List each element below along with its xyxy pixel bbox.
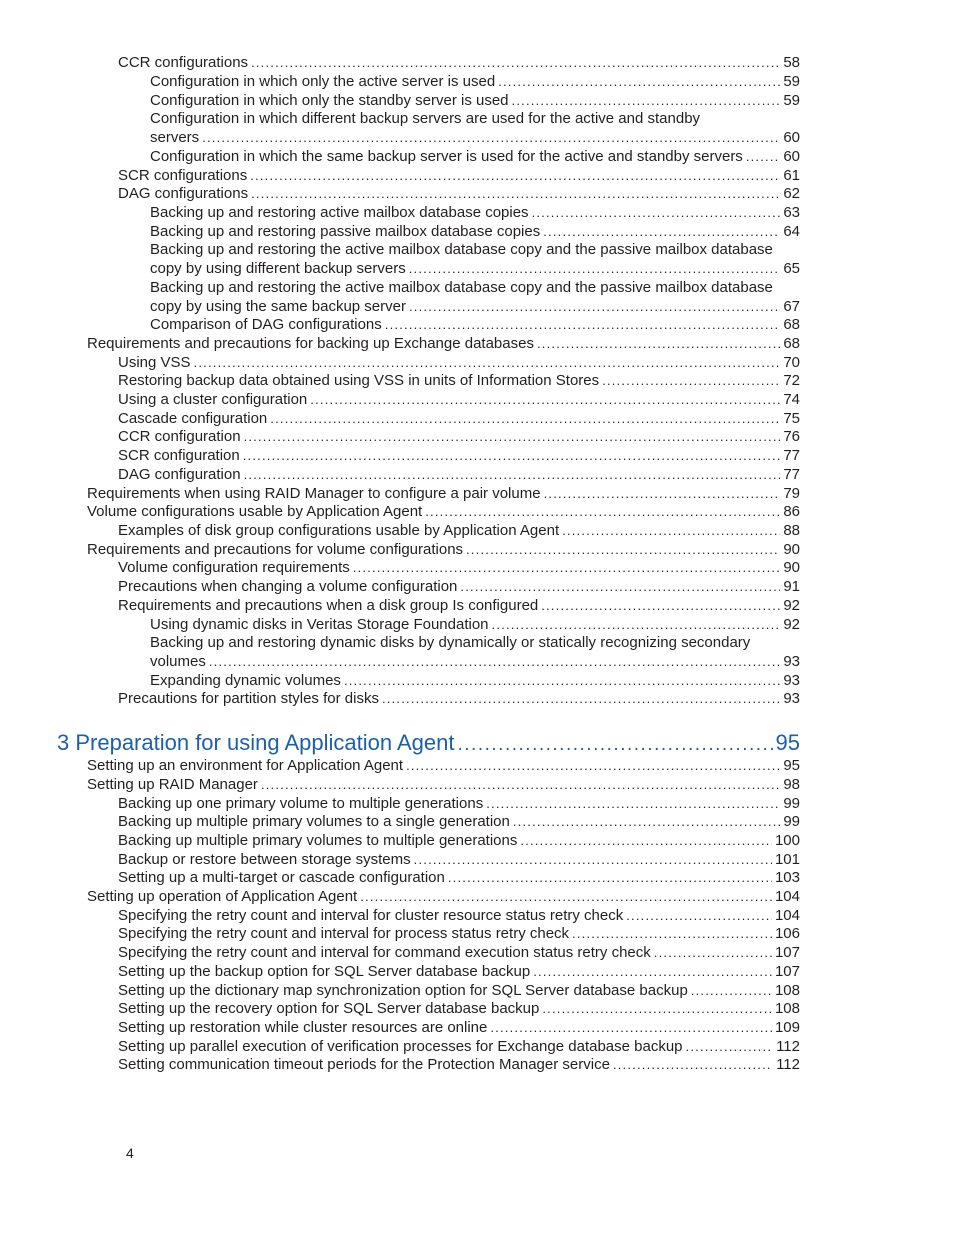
toc-entry[interactable] bbox=[118, 963, 800, 981]
toc-entry-title: Using VSS bbox=[118, 354, 191, 371]
toc-entry-page: 106 bbox=[774, 925, 800, 942]
toc-entry[interactable] bbox=[118, 1056, 800, 1074]
dot-leader bbox=[270, 410, 780, 428]
dot-leader bbox=[512, 92, 781, 110]
toc-entry-title: Backing up multiple primary volumes to a single generation bbox=[118, 813, 510, 830]
toc-entry[interactable] bbox=[118, 982, 800, 1000]
dot-leader bbox=[310, 391, 780, 409]
toc-entry-page: 91 bbox=[783, 578, 800, 595]
toc-entry[interactable] bbox=[150, 653, 800, 671]
dot-leader bbox=[541, 597, 780, 615]
dot-leader bbox=[544, 485, 781, 503]
toc-entry-title: CCR configuration bbox=[118, 428, 241, 445]
chapter-heading[interactable] bbox=[57, 730, 800, 758]
toc-entry-page: 95 bbox=[783, 757, 800, 774]
dot-leader bbox=[492, 616, 781, 634]
toc-entry-page: 58 bbox=[783, 54, 800, 71]
toc-entry[interactable] bbox=[87, 888, 800, 906]
toc-entry[interactable] bbox=[118, 832, 800, 850]
toc-entry-title: Backing up and restoring passive mailbox database copies bbox=[150, 223, 541, 240]
dot-leader bbox=[382, 690, 780, 708]
toc-entry-page: 103 bbox=[774, 869, 800, 886]
toc-entry[interactable] bbox=[150, 223, 800, 241]
toc-entry-page: 76 bbox=[783, 428, 800, 445]
dot-leader bbox=[562, 522, 780, 540]
toc-entry[interactable] bbox=[118, 559, 800, 577]
toc-entry-title: SCR configuration bbox=[118, 447, 240, 464]
toc-entry-page: 112 bbox=[776, 1056, 800, 1073]
dot-leader bbox=[406, 757, 780, 775]
toc-entry-page: 77 bbox=[783, 447, 800, 464]
dot-leader bbox=[613, 1056, 773, 1074]
page-number: 4 bbox=[126, 1145, 134, 1161]
dot-leader bbox=[654, 944, 772, 962]
dot-leader bbox=[202, 129, 780, 147]
toc-entry-page: 64 bbox=[783, 223, 800, 240]
toc-entry-title: Expanding dynamic volumes bbox=[150, 672, 341, 689]
toc-entry[interactable] bbox=[118, 944, 800, 962]
dot-leader bbox=[244, 466, 781, 484]
toc-entry[interactable] bbox=[150, 298, 800, 316]
toc-entry-page: 108 bbox=[774, 1000, 800, 1017]
dot-leader bbox=[409, 298, 780, 316]
toc-entry-title: copy by using different backup servers bbox=[150, 260, 406, 277]
toc-entry-title: Comparison of DAG configurations bbox=[150, 316, 382, 333]
dot-leader bbox=[572, 925, 772, 943]
toc-entry[interactable] bbox=[87, 776, 800, 794]
dot-leader bbox=[542, 1000, 772, 1018]
toc-entry-title: Setting up the dictionary map synchronization option for SQL Server database backup bbox=[118, 982, 688, 999]
toc-entry[interactable] bbox=[150, 316, 800, 334]
dot-leader bbox=[520, 832, 772, 850]
toc-entry[interactable] bbox=[118, 54, 800, 72]
toc-entry-title: Precautions when changing a volume configuration bbox=[118, 578, 458, 595]
toc-entry-page: 72 bbox=[783, 372, 800, 389]
toc-entry-title: Specifying the retry count and interval for command execution status retry check bbox=[118, 944, 651, 961]
dot-leader bbox=[261, 776, 780, 794]
toc-entry-title: copy by using the same backup server bbox=[150, 298, 406, 315]
toc-entry-page: 100 bbox=[774, 832, 800, 849]
dot-leader bbox=[251, 54, 780, 72]
toc-entry-title: Setting communication timeout periods for the Protection Manager service bbox=[118, 1056, 610, 1073]
toc-entry-title: SCR configurations bbox=[118, 167, 248, 184]
toc-entry-page: 63 bbox=[783, 204, 800, 221]
toc-entry[interactable] bbox=[118, 185, 800, 203]
toc-entry-title: Configuration in which only the standby server is used bbox=[150, 92, 509, 109]
toc-entry-page: 93 bbox=[783, 653, 800, 670]
toc-entry[interactable] bbox=[118, 391, 800, 409]
toc-entry-title: CCR configurations bbox=[118, 54, 249, 71]
toc-entry-title: Requirements and precautions when a disk group Is configured bbox=[118, 597, 539, 614]
toc-entry-page: 67 bbox=[783, 298, 800, 315]
toc-entry-title: Volume configuration requirements bbox=[118, 559, 350, 576]
toc-entry[interactable] bbox=[150, 616, 800, 634]
toc-entry-page: 59 bbox=[783, 92, 800, 109]
toc-entry-title: Specifying the retry count and interval for process status retry check bbox=[118, 925, 570, 942]
dot-leader bbox=[686, 1038, 774, 1056]
toc-entry[interactable] bbox=[118, 354, 800, 372]
toc-entry-page: 92 bbox=[783, 597, 800, 614]
toc-entry-title: Examples of disk group configurations usable by Application Agent bbox=[118, 522, 560, 539]
toc-entry-page: 62 bbox=[783, 185, 800, 202]
dot-leader bbox=[691, 982, 772, 1000]
toc-entry[interactable] bbox=[150, 260, 800, 278]
toc-entry-page: 88 bbox=[783, 522, 800, 539]
dot-leader bbox=[194, 354, 781, 372]
dot-leader bbox=[543, 223, 780, 241]
toc-entry-page: 104 bbox=[774, 907, 800, 924]
dot-leader bbox=[251, 185, 780, 203]
toc-entry-page: 90 bbox=[783, 559, 800, 576]
dot-leader bbox=[602, 372, 780, 390]
toc-entry[interactable] bbox=[118, 410, 800, 428]
toc-entry-title: Requirements and precautions for volume configurations bbox=[87, 541, 464, 558]
toc-entry[interactable] bbox=[118, 1000, 800, 1018]
chapter-page-number: 95 bbox=[775, 730, 800, 755]
toc-entry[interactable] bbox=[118, 869, 800, 887]
toc-entry-page: 68 bbox=[783, 316, 800, 333]
dot-leader bbox=[243, 447, 781, 465]
dot-leader bbox=[498, 73, 780, 91]
toc-entry-title: Cascade configuration bbox=[118, 410, 268, 427]
toc-entry-title: Setting up the recovery option for SQL Server database backup bbox=[118, 1000, 540, 1017]
toc-entry-title-line: Backing up and restoring the active mailbox database copy and the passive mailbox database bbox=[150, 279, 773, 296]
toc-entry-page: 60 bbox=[783, 129, 800, 146]
dot-leader bbox=[458, 732, 773, 758]
dot-leader bbox=[490, 1019, 772, 1037]
toc-entry-page: 70 bbox=[783, 354, 800, 371]
toc-entry-title: Setting up RAID Manager bbox=[87, 776, 258, 793]
dot-leader bbox=[460, 578, 780, 596]
toc-entry-page: 98 bbox=[783, 776, 800, 793]
toc-entry-title: Backup or restore between storage systems bbox=[118, 851, 411, 868]
toc-entry-page: 109 bbox=[774, 1019, 800, 1036]
dot-leader bbox=[537, 335, 780, 353]
toc-entry-title: DAG configurations bbox=[118, 185, 249, 202]
toc-entry[interactable] bbox=[87, 485, 800, 503]
toc-entry[interactable] bbox=[150, 204, 800, 222]
dot-leader bbox=[414, 851, 772, 869]
dot-leader bbox=[385, 316, 781, 334]
toc-entry-page: 86 bbox=[783, 503, 800, 520]
toc-entry-page: 99 bbox=[783, 795, 800, 812]
dot-leader bbox=[466, 541, 780, 559]
toc-entry-title: DAG configuration bbox=[118, 466, 241, 483]
toc-entry[interactable] bbox=[87, 335, 800, 353]
toc-entry-page: 59 bbox=[783, 73, 800, 90]
toc-entry-title: Setting up a multi-target or cascade configuration bbox=[118, 869, 445, 886]
toc-entry[interactable] bbox=[118, 597, 800, 615]
toc-entry[interactable] bbox=[118, 447, 800, 465]
chapter-title: 3 Preparation for using Application Agent bbox=[57, 730, 455, 755]
toc-entry[interactable] bbox=[150, 129, 800, 147]
dot-leader bbox=[360, 888, 772, 906]
toc-entry[interactable] bbox=[118, 522, 800, 540]
toc-entry-title: Setting up an environment for Application Agent bbox=[87, 757, 404, 774]
toc-entry-title: Backing up and restoring active mailbox database copies bbox=[150, 204, 529, 221]
toc-entry-title: Configuration in which the same backup server is used for the active and standby servers bbox=[150, 148, 743, 165]
dot-leader bbox=[425, 503, 780, 521]
toc-entry-title: Setting up parallel execution of verification processes for Exchange database backup bbox=[118, 1038, 683, 1055]
toc-entry-title-line: Backing up and restoring dynamic disks by dynamically or statically recognizing secondary bbox=[150, 634, 751, 651]
toc-entry[interactable] bbox=[118, 372, 800, 390]
toc-entry[interactable] bbox=[118, 813, 800, 831]
dot-leader bbox=[533, 963, 772, 981]
dot-leader bbox=[486, 795, 780, 813]
toc-entry[interactable] bbox=[118, 690, 800, 708]
toc-entry[interactable] bbox=[118, 925, 800, 943]
dot-leader bbox=[244, 428, 781, 446]
toc-entry-title: volumes bbox=[150, 653, 206, 670]
toc-entry-title: Requirements and precautions for backing up Exchange databases bbox=[87, 335, 534, 352]
toc-entry[interactable] bbox=[118, 466, 800, 484]
toc-entry-page: 104 bbox=[774, 888, 800, 905]
dot-leader bbox=[250, 167, 780, 185]
toc-entry[interactable] bbox=[150, 92, 800, 110]
toc-entry-title: Backing up multiple primary volumes to multiple generations bbox=[118, 832, 518, 849]
toc-entry-title: Using dynamic disks in Veritas Storage Foundation bbox=[150, 616, 489, 633]
toc-entry-page: 79 bbox=[783, 485, 800, 502]
toc-entry[interactable] bbox=[118, 578, 800, 596]
toc-entry-page: 108 bbox=[774, 982, 800, 999]
toc-entry[interactable] bbox=[150, 672, 800, 690]
toc-entry-page: 92 bbox=[783, 616, 800, 633]
toc-entry-title: servers bbox=[150, 129, 200, 146]
toc-entry[interactable] bbox=[118, 428, 800, 446]
toc-entry-page: 93 bbox=[783, 672, 800, 689]
toc-entry[interactable] bbox=[118, 795, 800, 813]
toc-entry-title: Specifying the retry count and interval for cluster resource status retry check bbox=[118, 907, 624, 924]
toc-entry-page: 107 bbox=[774, 963, 800, 980]
toc-entry[interactable] bbox=[150, 73, 800, 91]
toc-entry-page: 99 bbox=[783, 813, 800, 830]
toc-entry-title: Setting up the backup option for SQL Server database backup bbox=[118, 963, 531, 980]
toc-entry-page: 93 bbox=[783, 690, 800, 707]
toc-entry[interactable] bbox=[87, 541, 800, 559]
toc-entry-page: 101 bbox=[774, 851, 800, 868]
toc-entry-title: Setting up restoration while cluster resources are online bbox=[118, 1019, 488, 1036]
toc-entry[interactable] bbox=[118, 907, 800, 925]
toc-entry-page: 68 bbox=[783, 335, 800, 352]
toc-entry-page: 112 bbox=[776, 1038, 800, 1055]
toc-entry-title-line: Backing up and restoring the active mailbox database copy and the passive mailbox database bbox=[150, 241, 773, 258]
toc-entry-title: Using a cluster configuration bbox=[118, 391, 308, 408]
toc-entry[interactable] bbox=[118, 851, 800, 869]
toc-entry-page: 74 bbox=[783, 391, 800, 408]
dot-leader bbox=[353, 559, 781, 577]
toc-entry-title: Volume configurations usable by Application Agent bbox=[87, 503, 423, 520]
toc-entry-page: 77 bbox=[783, 466, 800, 483]
dot-leader bbox=[209, 653, 780, 671]
toc-entry-page: 60 bbox=[783, 148, 800, 165]
toc-entry-page: 75 bbox=[783, 410, 800, 427]
dot-leader bbox=[532, 204, 781, 222]
toc-entry-title: Restoring backup data obtained using VSS in units of Information Stores bbox=[118, 372, 600, 389]
toc-entry-title: Requirements when using RAID Manager to configure a pair volume bbox=[87, 485, 541, 502]
dot-leader bbox=[626, 907, 772, 925]
dot-leader bbox=[344, 672, 780, 690]
dot-leader bbox=[448, 869, 772, 887]
toc-entry[interactable] bbox=[87, 757, 800, 775]
toc-entry-page: 90 bbox=[783, 541, 800, 558]
toc-entry[interactable] bbox=[87, 503, 800, 521]
toc-entry[interactable] bbox=[118, 167, 800, 185]
toc-entry-title: Setting up operation of Application Agent bbox=[87, 888, 358, 905]
dot-leader bbox=[409, 260, 781, 278]
toc-entry-title: Backing up one primary volume to multiple generations bbox=[118, 795, 484, 812]
dot-leader bbox=[746, 148, 781, 166]
dot-leader bbox=[513, 813, 780, 831]
toc-entry-page: 61 bbox=[783, 167, 800, 184]
toc-entry[interactable] bbox=[150, 148, 800, 166]
toc-entry-title: Precautions for partition styles for disks bbox=[118, 690, 379, 707]
toc-entry-page: 65 bbox=[783, 260, 800, 277]
toc-entry-title: Configuration in which only the active server is used bbox=[150, 73, 496, 90]
toc-entry-title-line: Configuration in which different backup servers are used for the active and standby bbox=[150, 110, 701, 127]
toc-entry-page: 107 bbox=[774, 944, 800, 961]
toc-entry[interactable] bbox=[118, 1038, 800, 1056]
toc-entry[interactable] bbox=[118, 1019, 800, 1037]
